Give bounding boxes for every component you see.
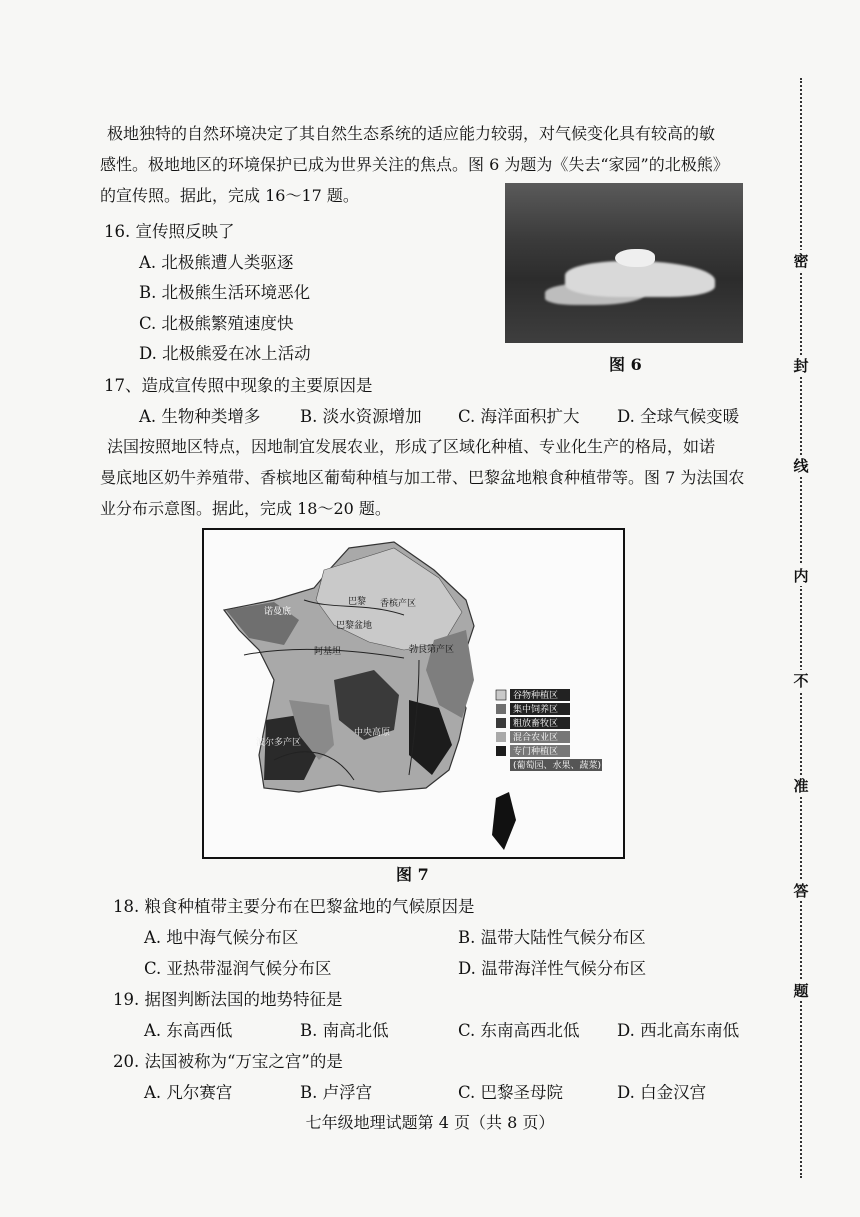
- legend-swatch-cereal: [496, 690, 506, 700]
- label-bordeaux: 波尔多产区: [256, 738, 302, 748]
- label-central-massif: 中央高原: [354, 728, 391, 738]
- legend-label-cereal: 谷物种植区: [513, 691, 559, 701]
- intro-2-line-1: 法国按照地区特点，因地制宜发展农业，形成了区域化种植、专业化生产的格局，如诺: [107, 437, 716, 456]
- seal-char-2: 封: [791, 355, 811, 376]
- intro-1-line-1: 极地独特的自然环境决定了其自然生态系统的适应能力较弱，对气候变化具有较高的敏: [107, 124, 716, 143]
- question-17-stem: 17、造成宣传照中现象的主要原因是: [104, 376, 373, 395]
- question-16-option-d[interactable]: D. 北极熊爱在冰上活动: [139, 344, 311, 363]
- seal-char-4: 内: [791, 565, 811, 586]
- question-20-option-b[interactable]: B. 卢浮宫: [300, 1083, 373, 1102]
- label-champagne: 香槟产区: [380, 599, 417, 609]
- seal-char-3: 线: [791, 455, 811, 476]
- polar-bear-photo: [505, 183, 743, 343]
- question-20-stem: 20. 法国被称为“万宝之宫”的是: [113, 1052, 343, 1071]
- question-17-option-c[interactable]: C. 海洋面积扩大: [458, 407, 580, 426]
- label-normandy: 诺曼底: [264, 607, 292, 617]
- question-18-option-c[interactable]: C. 亚热带湿润气候分布区: [144, 959, 332, 978]
- question-19-stem: 19. 据图判断法国的地势特征是: [113, 990, 343, 1009]
- question-19-option-d[interactable]: D. 西北高东南低: [617, 1021, 740, 1040]
- question-20-option-c[interactable]: C. 巴黎圣母院: [458, 1083, 564, 1102]
- intro-2-line-3: 业分布示意图。据此，完成 18～20 题。: [100, 499, 391, 518]
- map-svg: [204, 530, 623, 857]
- question-16-stem: 16. 宣传照反映了: [104, 222, 235, 241]
- legend-swatch-mixed: [496, 732, 506, 742]
- map-legend: [496, 689, 602, 771]
- question-16-option-c[interactable]: C. 北极熊繁殖速度快: [139, 314, 294, 333]
- question-17-option-b[interactable]: B. 淡水资源增加: [300, 407, 422, 426]
- question-18-option-a[interactable]: A. 地中海气候分布区: [144, 928, 299, 947]
- question-18-option-d[interactable]: D. 温带海洋性气候分布区: [458, 959, 647, 978]
- seal-line: [800, 78, 802, 1178]
- legend-label-intensive: 集中饲养区: [513, 705, 559, 715]
- question-19-option-a[interactable]: A. 东高西低: [144, 1021, 233, 1040]
- question-18-option-b[interactable]: B. 温带大陆性气候分布区: [458, 928, 646, 947]
- seal-char-7: 答: [791, 880, 811, 901]
- question-20-option-a[interactable]: A. 凡尔赛宫: [144, 1083, 233, 1102]
- intro-2-line-2: 曼底地区奶牛养殖带、香槟地区葡萄种植与加工带、巴黎盆地粮食种植带等。图 7 为法国农: [100, 468, 745, 487]
- polar-bear: [615, 249, 655, 267]
- legend-swatch-extensive: [496, 718, 506, 728]
- intro-1-line-3: 的宣传照。据此，完成 16～17 题。: [100, 186, 359, 205]
- seal-char-6: 准: [791, 775, 811, 796]
- legend-swatch-special: [496, 746, 506, 756]
- label-burgundy: 勃艮第产区: [409, 645, 455, 655]
- label-paris-basin: 巴黎盆地: [336, 621, 373, 631]
- intro-1-line-2: 感性。极地地区的环境保护已成为世界关注的焦点。图 6 为题为《失去“家园”的北极熊》: [100, 155, 729, 174]
- question-16-option-a[interactable]: A. 北极熊遭人类驱逐: [139, 253, 294, 272]
- legend-label-mixed: 混合农业区: [513, 733, 559, 743]
- seal-char-5: 不: [791, 670, 811, 691]
- legend-label-special-note: (葡萄园、水果、蔬菜): [513, 761, 602, 771]
- page-footer: 七年级地理试题第 4 页（共 8 页）: [305, 1113, 555, 1132]
- question-20-option-d[interactable]: D. 白金汉宫: [617, 1083, 707, 1102]
- france-agriculture-map: [202, 528, 625, 859]
- question-16-option-b[interactable]: B. 北极熊生活环境恶化: [139, 283, 311, 302]
- figure-7-caption: 图 7: [396, 865, 429, 884]
- question-18-stem: 18. 粮食种植带主要分布在巴黎盆地的气候原因是: [113, 897, 475, 916]
- question-19-option-b[interactable]: B. 南高北低: [300, 1021, 389, 1040]
- question-19-option-c[interactable]: C. 东南高西北低: [458, 1021, 580, 1040]
- corsica-island: [492, 792, 516, 850]
- question-17-option-a[interactable]: A. 生物种类增多: [139, 407, 261, 426]
- question-17-option-d[interactable]: D. 全球气候变暖: [617, 407, 740, 426]
- label-paris: 巴黎: [348, 597, 367, 607]
- figure-6-caption: 图 6: [609, 355, 642, 374]
- label-aquitaine: 阿基坦: [314, 647, 342, 657]
- legend-label-extensive: 粗放畜牧区: [513, 719, 559, 729]
- legend-swatch-intensive: [496, 704, 506, 714]
- legend-label-special: 专门种植区: [513, 747, 559, 757]
- seal-char-1: 密: [791, 250, 811, 271]
- seal-char-8: 题: [791, 980, 811, 1001]
